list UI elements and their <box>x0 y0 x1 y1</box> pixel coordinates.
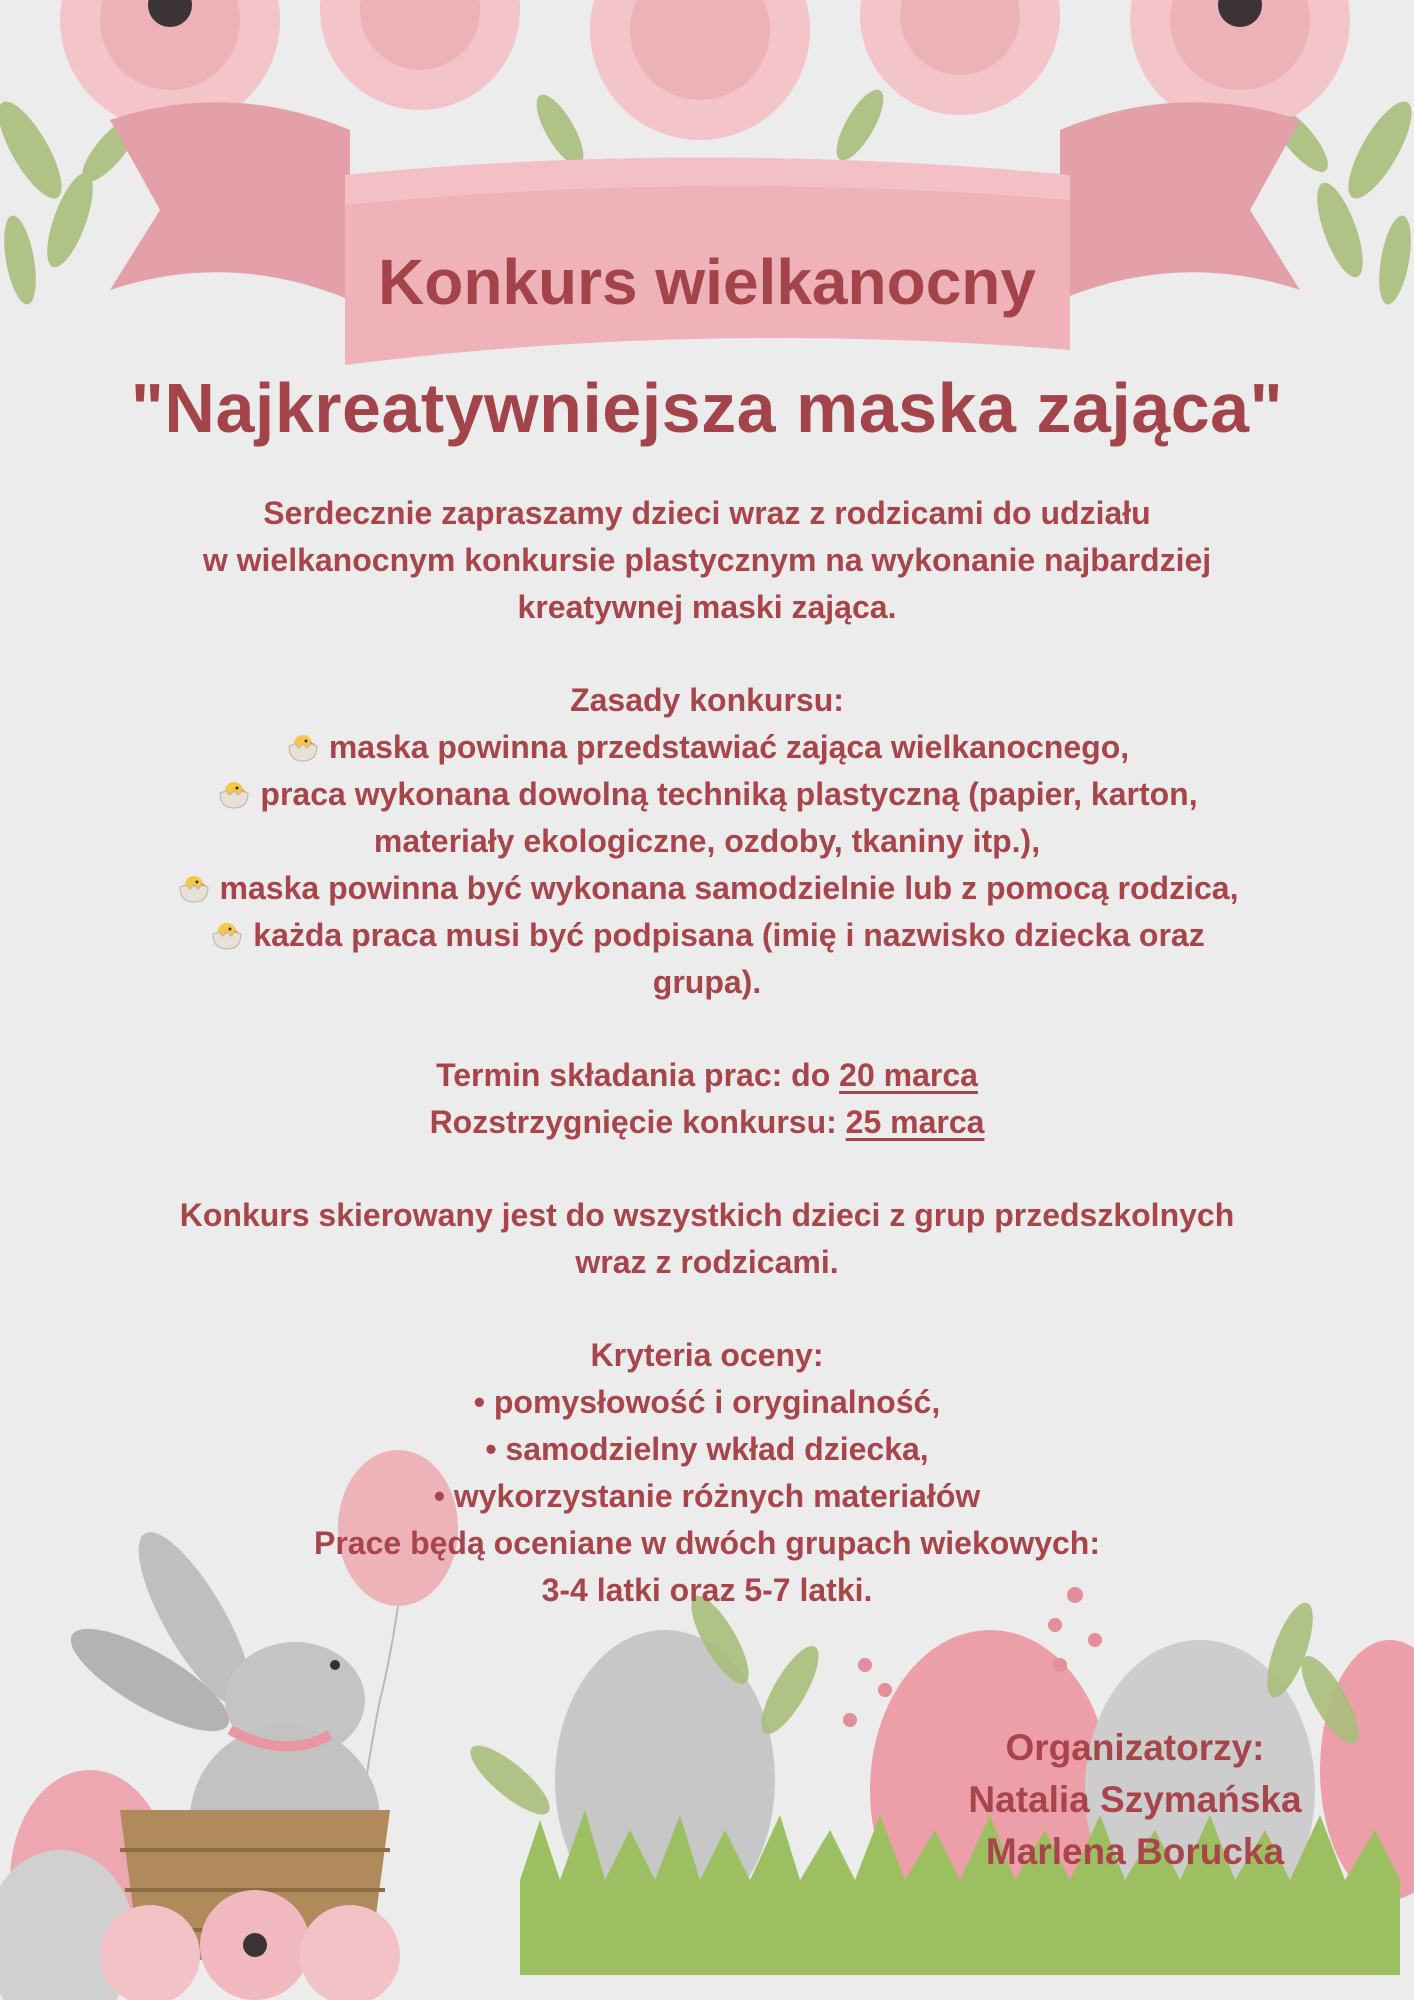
organizers <box>900 1722 1370 1878</box>
rule-item <box>120 724 1294 771</box>
criteria-item: • samodzielny wkład dziecka, <box>485 1431 929 1467</box>
deadline-date: 20 marca <box>839 1057 978 1093</box>
rule-continuation: grupa). <box>652 964 762 1000</box>
hatching-chick-icon <box>176 873 212 903</box>
audience-line: wraz z rodzicami. <box>575 1244 839 1280</box>
rule-text: maska powinna przedstawiać zająca wielkanocnego, <box>328 729 1130 765</box>
organizer-name: Natalia Szymańska <box>968 1779 1302 1820</box>
rule-text: praca wykonana dowolną techniką plastyczną (papier, karton, <box>260 776 1198 812</box>
deadline-label: Termin składania prac: do <box>436 1057 840 1093</box>
criteria-item: • wykorzystanie różnych materiałów <box>433 1478 981 1514</box>
hatching-chick-icon <box>285 732 321 762</box>
deadline-line <box>120 1052 1294 1099</box>
organizers-heading: Organizatorzy: <box>1005 1727 1265 1768</box>
result-date: 25 marca <box>845 1104 985 1140</box>
rule-item <box>120 912 1294 959</box>
rule-item <box>120 771 1294 818</box>
age-groups-line: Prace będą oceniane w dwóch grupach wiekowych: <box>314 1525 1100 1561</box>
rule-text: każda praca musi być podpisana (imię i nazwisko dziecka oraz <box>253 917 1205 953</box>
page-title: Konkurs wielkanocny <box>378 246 1036 318</box>
contest-name: "Najkreatywniejsza maska zająca" <box>130 369 1284 447</box>
title-ribbon <box>110 102 1300 365</box>
organizer-name: Marlena Borucka <box>985 1831 1285 1872</box>
rule-item <box>120 865 1294 912</box>
intro-line: Serdecznie zapraszamy dzieci wraz z rodzicami do udziału <box>263 495 1151 531</box>
announcement-body <box>120 490 1294 1614</box>
rules-heading: Zasady konkursu: <box>570 682 844 718</box>
criteria-heading: Kryteria oceny: <box>590 1337 824 1373</box>
hatching-chick-icon <box>216 779 252 809</box>
rule-text: maska powinna być wykonana samodzielnie lub z pomocą rodzica, <box>219 870 1239 906</box>
rule-continuation: materiały ekologiczne, ozdoby, tkaniny itp.), <box>373 823 1041 859</box>
audience-line: Konkurs skierowany jest do wszystkich dzieci z grup przedszkolnych <box>179 1197 1235 1233</box>
intro-line: kreatywnej maski zająca. <box>517 589 897 625</box>
result-label: Rozstrzygnięcie konkursu: <box>429 1104 846 1140</box>
result-line <box>120 1099 1294 1146</box>
hatching-chick-icon <box>209 920 245 950</box>
intro-line: w wielkanocnym konkursie plastycznym na wykonanie najbardziej <box>202 542 1212 578</box>
criteria-item: • pomysłowość i oryginalność, <box>473 1384 941 1420</box>
age-groups-line: 3-4 latki oraz 5-7 latki. <box>541 1572 873 1608</box>
